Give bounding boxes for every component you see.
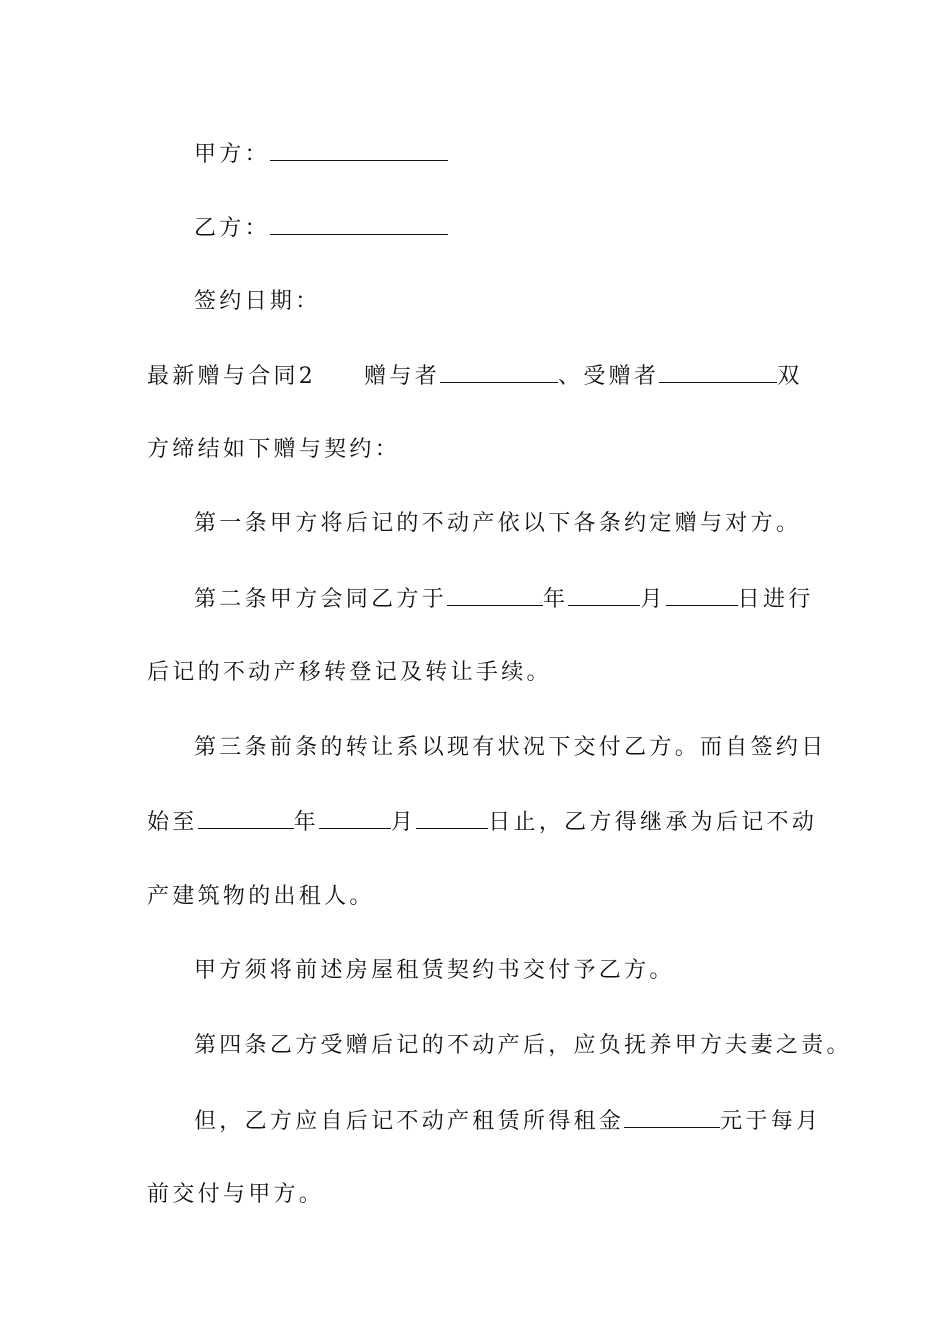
year-blank (198, 808, 294, 829)
article-4-cont-text: 前交付与甲方。 (147, 1182, 325, 1207)
party-a-label: 甲方： (194, 142, 270, 167)
line-end-text: 双 (777, 364, 803, 389)
article-3-cont-text: 产建筑物的出租人。 (147, 884, 375, 909)
year-label: 年 (543, 587, 569, 612)
party-b-label: 乙方： (194, 216, 270, 241)
intro-text: 方缔结如下赠与契约： (147, 437, 401, 462)
party-b-blank (270, 214, 448, 235)
title-line (147, 362, 807, 391)
month-label: 月 (640, 587, 666, 612)
article-4-text: 第四条乙方受赠后记的不动产后，应负抚养甲方夫妻之责。 (194, 1033, 852, 1058)
article-4-line-2 (194, 1107, 854, 1136)
article-1 (194, 510, 854, 538)
month-blank (568, 585, 640, 606)
donee-label: 、受赠者 (558, 364, 660, 389)
article-3-from-text: 始至 (147, 810, 198, 835)
article-2-text: 第二条甲方会同乙方于 (194, 587, 448, 612)
intro-continuation (147, 436, 807, 464)
donor-blank (440, 362, 558, 383)
article-4-continuation (147, 1181, 807, 1209)
day-blank (416, 808, 488, 829)
article-1-text: 第一条甲方将后记的不动产依以下各条约定赠与对方。 (194, 511, 802, 536)
article-2-continuation (147, 659, 807, 687)
year-blank (447, 585, 543, 606)
article-3 (194, 734, 854, 762)
donee-blank (659, 362, 777, 383)
article-4 (194, 1032, 854, 1060)
sign-date-line (194, 288, 854, 316)
rent-amount-blank (624, 1107, 720, 1128)
document-title: 最新赠与合同2 (147, 364, 317, 389)
party-b-line (194, 214, 854, 243)
article-2 (194, 585, 854, 614)
article-3-text: 第三条前条的转让系以现有状况下交付乙方。而自签约日 (194, 735, 827, 760)
month-label: 月 (390, 810, 417, 835)
article-2-cont-text: 后记的不动产移转登记及转让手续。 (147, 660, 552, 685)
day-label: 日止，乙方得继承为后记不动 (488, 810, 818, 835)
donor-label: 赠与者 (364, 364, 441, 389)
article-4-rent-end: 元于每月 (720, 1109, 822, 1134)
article-3-note-text: 甲方须将前述房屋租赁契约书交付予乙方。 (194, 958, 675, 983)
sign-date-label: 签约日期： (194, 289, 321, 314)
party-a-blank (270, 140, 448, 161)
article-3-note (194, 957, 854, 985)
article-3-line-2 (147, 808, 818, 837)
month-blank (319, 808, 391, 829)
party-a-line (194, 140, 854, 169)
year-label: 年 (293, 810, 319, 835)
article-3-continuation (147, 883, 807, 911)
day-blank (666, 585, 738, 606)
day-label: 日进行 (737, 587, 814, 612)
article-4-rent-text: 但，乙方应自后记不动产租赁所得租金 (194, 1109, 625, 1134)
